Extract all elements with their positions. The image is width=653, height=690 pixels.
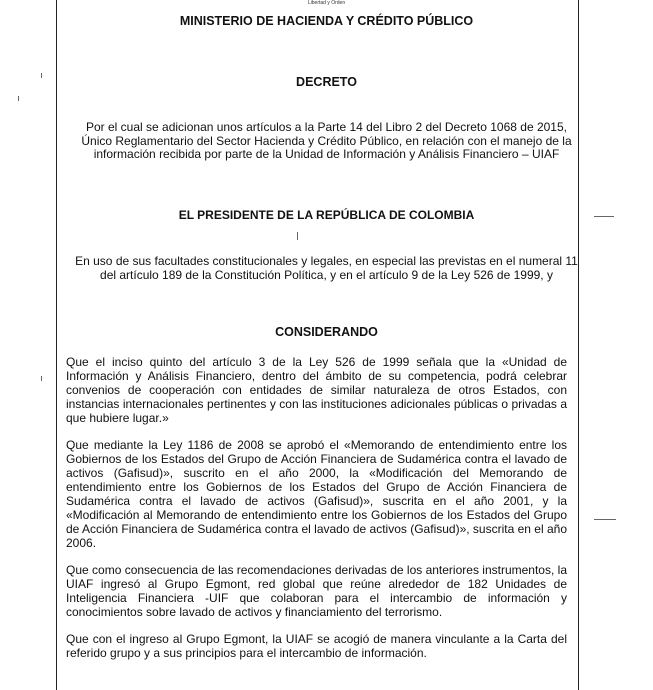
scan-speck [594,519,616,520]
ministry-heading: MINISTERIO DE HACIENDA Y CRÉDITO PÚBLICO [179,14,474,28]
considerando-paragraph-1: Que el inciso quinto del artículo 3 de la Ley 526 de 1999 señala que la «Unidad de Información y Análisis Financiero, dentro del ámbito de su competencia, podrá celebrar convenios de cooperación con entidades de similar naturaleza de otros Estados, con instancias internacionales pertinentes y con las instituciones adicionales públicas o privadas a que hubiere lugar.» [66,355,567,425]
considerando-paragraph-3: Que como consecuencia de las recomendaciones derivadas de los anteriores instrumentos, la UIAF ingresó al Grupo Egmont, red global que reúne alrededor de 182 Unidades de Inteligencia Financiera -UIF que colaboran para el intercambio de información y conocimientos sobre lavado de activos y financiamiento del terrorismo. [66,563,567,619]
scan-speck [41,376,42,381]
decree-subject: Por el cual se adicionan unos artículos a la Parte 14 del Libro 2 del Decreto 1068 de 2015, Único Reglamentario del Sector Hacienda y Crédito Público, en relación con el manejo de la información recibida por parte de la Unidad de Información y Análisis Financiero – UIAF [81,120,572,161]
scan-speck [18,96,19,101]
president-heading: EL PRESIDENTE DE LA REPÚBLICA DE COLOMBIA [178,208,475,222]
scan-speck [41,73,42,78]
considerando-heading: CONSIDERANDO [275,325,378,339]
scan-speck [594,216,614,217]
decree-title: DECRETO [296,75,357,89]
considerando-paragraph-4: Que con el ingreso al Grupo Egmont, la UIAF se acogió de manera vinculante a la Carta del referido grupo y a sus principios para el intercambio de información. [66,632,567,660]
scan-speck [297,232,298,240]
powers-paragraph: En uso de sus facultades constitucionales y legales, en especial las previstas en el numeral 11 del artículo 189 de la Constitución Política, y en el artículo 9 de la Ley 526 de 1999, y [75,254,578,282]
considerando-paragraph-2: Que mediante la Ley 1186 de 2008 se aprobó el «Memorando de entendimiento entre los Gobiernos de los Estados del Grupo de Acción Financiera de Sudamérica contra el lavado de activos (Gafisud)», suscrito en el año 2000, la «Modificación del Memorando de entendimiento entre los Gobiernos de los Estados del Grupo de Acción Financiera de Sudamérica contra el lavado de activos (Gafisud)», suscrita en el año 2001, y la «Modificación al Memorando de entendimiento entre los Gobiernos de los Estados del Grupo de Acción Financiera de Sudamérica contra el lavado de activos (Gafisud)», suscrita en el año 2006. [66,438,567,550]
header-motto: Libertad y Orden [307,0,346,6]
considerando-body [66,355,567,673]
